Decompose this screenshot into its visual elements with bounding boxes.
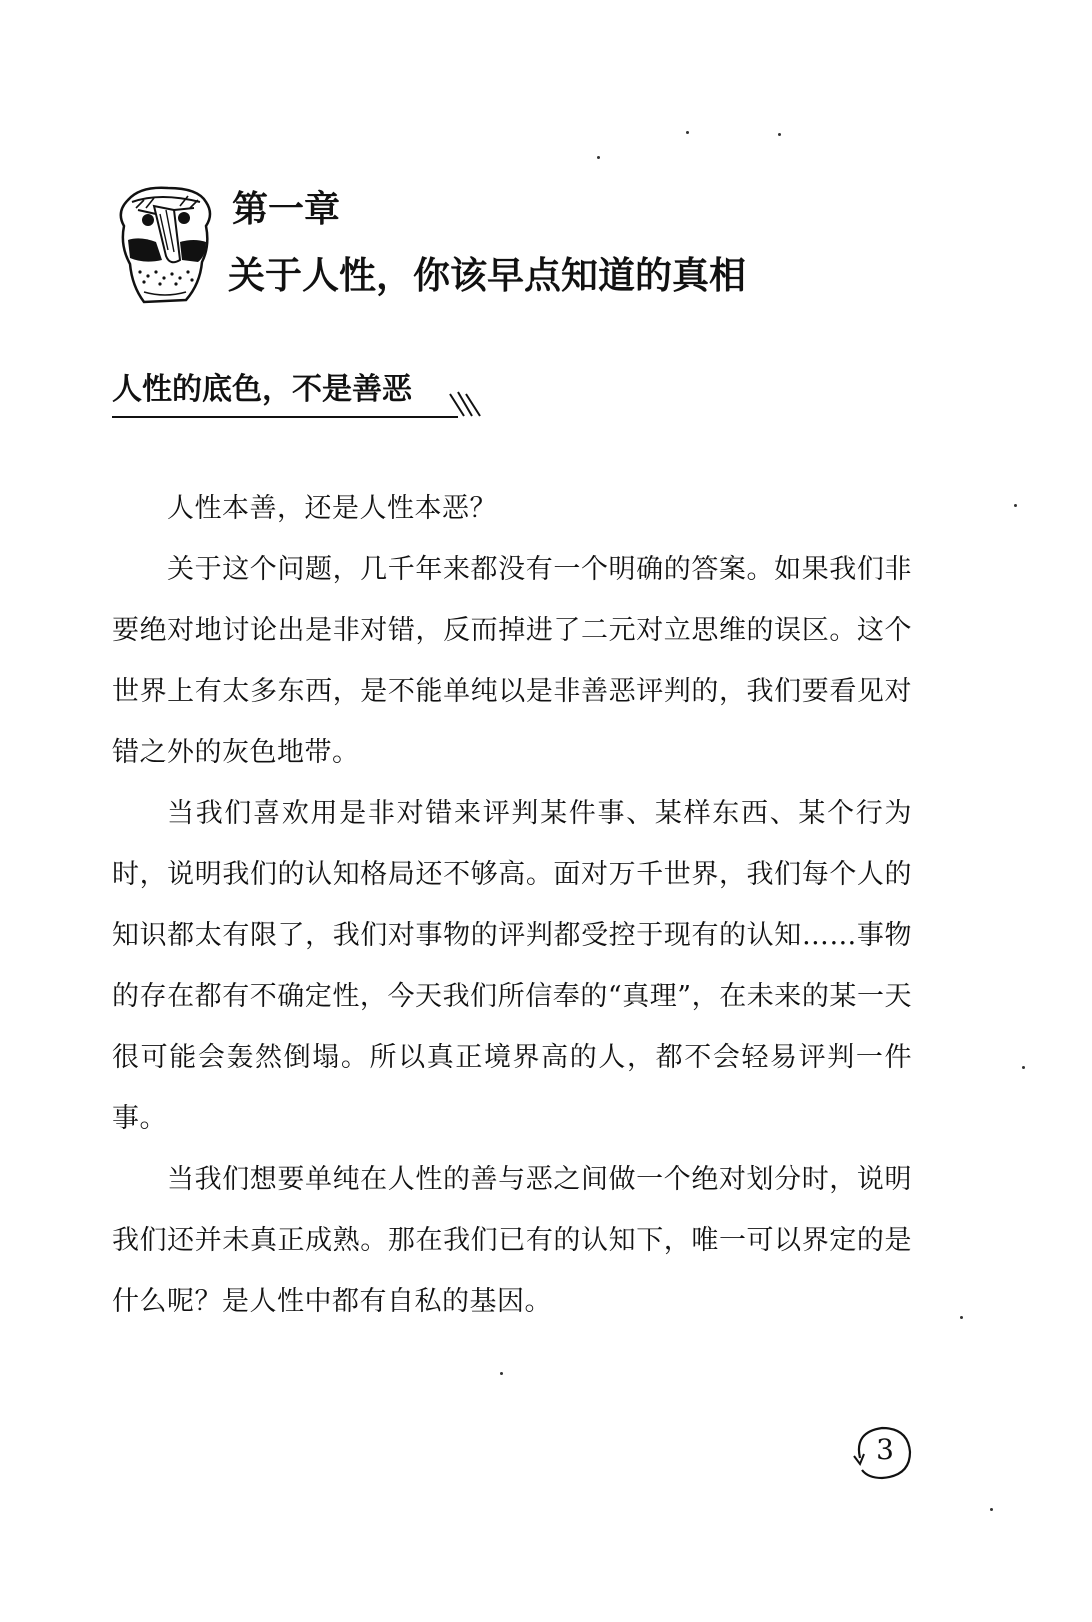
paragraph: 关于这个问题，几千年来都没有一个明确的答案。如果我们非要绝对地讨论出是非对错，反而掉进了二元对立思维的误区。这个世界上有太多东西，是不能单纯以是非善恶评判的，我们要看见对错之外的灰色地带。: [112, 554, 912, 768]
hatch-mark-icon: [446, 388, 486, 420]
scan-speck: [597, 156, 600, 159]
scan-speck: [960, 1316, 963, 1319]
body-text: [112, 478, 912, 1332]
paragraph: 当我们想要单纯在人性的善与恶之间做一个绝对划分时，说明我们还并未真正成熟。那在我们已有的认知下，唯一可以界定的是什么呢？是人性中都有自私的基因。: [112, 1164, 912, 1317]
section-underline: [112, 416, 458, 418]
paragraph: 人性本善，还是人性本恶？: [167, 493, 497, 524]
page-number-badge: [846, 1422, 916, 1482]
cartoon-face-icon: [110, 180, 220, 310]
section-heading: 人性的底色，不是善恶: [112, 372, 412, 407]
scan-speck: [500, 1372, 503, 1375]
scan-speck: [1014, 504, 1017, 507]
scan-speck: [778, 133, 781, 136]
page-number: 3: [876, 1433, 894, 1466]
scan-speck: [990, 1508, 993, 1511]
chapter-title: 关于人性，你该早点知道的真相: [228, 254, 746, 297]
scan-speck: [1022, 1066, 1025, 1069]
paragraph: 当我们喜欢用是非对错来评判某件事、某样东西、某个行为时，说明我们的认知格局还不够高。面对万千世界，我们每个人的知识都太有限了，我们对事物的评判都受控于现有的认知……事物的存在都有不确定性，今天我们所信奉的“真理”，在未来的某一天很可能会轰然倒塌。所以真正境界高的人，都不会轻易评判一件事。: [112, 798, 912, 1134]
chapter-number: 第一章: [232, 189, 341, 230]
scan-speck: [686, 131, 689, 134]
